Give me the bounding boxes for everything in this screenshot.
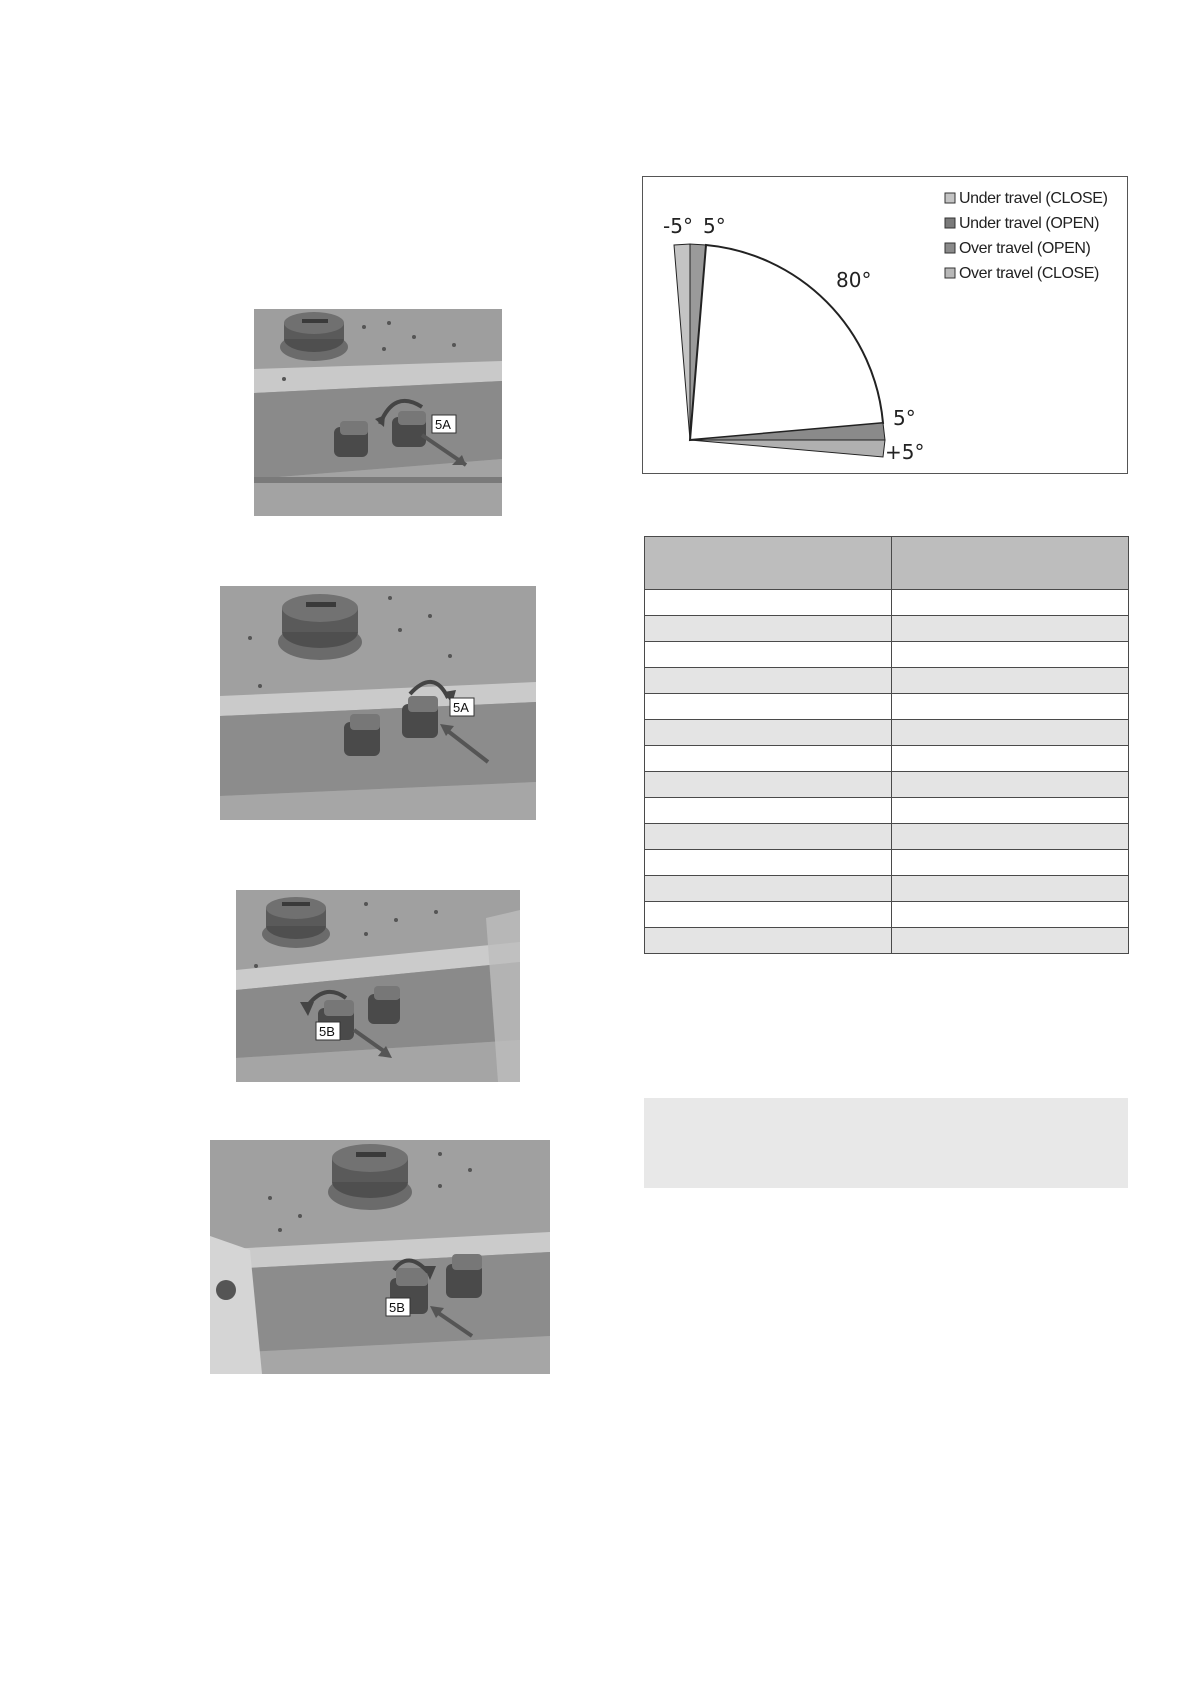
table-header-cell (645, 537, 892, 590)
table-cell (892, 590, 1129, 616)
table-row (645, 824, 1129, 850)
legend-item-under-travel-open: Under travel (OPEN) (959, 215, 1099, 232)
table-cell (892, 824, 1129, 850)
table-cell (645, 616, 892, 642)
table-cell (892, 694, 1129, 720)
table-cell (645, 824, 892, 850)
table-cell (645, 590, 892, 616)
table-cell (892, 876, 1129, 902)
table-body (645, 590, 1129, 954)
table-row (645, 928, 1129, 954)
angle-label-5-top: 5° (703, 214, 726, 238)
travel-angle-diagram (642, 176, 1128, 474)
table-cell (645, 798, 892, 824)
table-cell (892, 850, 1129, 876)
actuator-photo-step-4 (210, 1140, 550, 1374)
table-row (645, 746, 1129, 772)
callout-label: 5B (389, 1300, 405, 1315)
table-cell (645, 720, 892, 746)
table-cell (892, 642, 1129, 668)
table-cell (645, 694, 892, 720)
callout-label: 5A (453, 700, 469, 715)
legend-swatch (945, 243, 955, 253)
table-row (645, 720, 1129, 746)
table-row (645, 850, 1129, 876)
table-row (645, 902, 1129, 928)
legend-swatch (945, 218, 955, 228)
table-cell (892, 928, 1129, 954)
callout-label: 5A (435, 417, 451, 432)
legend-item-over-travel-open: Over travel (OPEN) (959, 240, 1091, 257)
table-cell (645, 772, 892, 798)
table-cell (645, 850, 892, 876)
table-header-row (645, 537, 1129, 590)
angle-label-minus5: -5° (663, 214, 693, 238)
actuator-photo-step-2 (220, 586, 536, 820)
table-cell (892, 902, 1129, 928)
table-cell (892, 772, 1129, 798)
travel-settings-table (644, 536, 1129, 954)
table-row (645, 668, 1129, 694)
angle-label-80: 80° (836, 268, 872, 292)
table-cell (892, 746, 1129, 772)
legend-item-under-travel-close: Under travel (CLOSE) (959, 190, 1108, 207)
table-header-cell (892, 537, 1129, 590)
table-cell (892, 616, 1129, 642)
table-cell (892, 720, 1129, 746)
legend-swatch (945, 193, 955, 203)
table-row (645, 798, 1129, 824)
sector-over-travel-close (690, 440, 885, 457)
table-row (645, 876, 1129, 902)
legend-swatch (945, 268, 955, 278)
legend (945, 190, 1108, 282)
table-cell (645, 746, 892, 772)
callout-label: 5B (319, 1024, 335, 1039)
table-row (645, 694, 1129, 720)
table-cell (892, 798, 1129, 824)
table-cell (645, 668, 892, 694)
angle-label-plus5: +5° (885, 440, 925, 464)
table-cell (892, 668, 1129, 694)
actuator-photo-step-1 (254, 309, 502, 516)
actuator-photo-step-3 (236, 890, 520, 1082)
note-box (644, 1098, 1128, 1188)
table-cell (645, 902, 892, 928)
legend-item-over-travel-close: Over travel (CLOSE) (959, 265, 1099, 282)
table-row (645, 590, 1129, 616)
table-row (645, 772, 1129, 798)
table-row (645, 642, 1129, 668)
table-cell (645, 876, 892, 902)
angle-label-5-bottom: 5° (893, 406, 916, 430)
sector-under-travel-close (674, 244, 690, 440)
table-row (645, 616, 1129, 642)
table-cell (645, 642, 892, 668)
table-cell (645, 928, 892, 954)
